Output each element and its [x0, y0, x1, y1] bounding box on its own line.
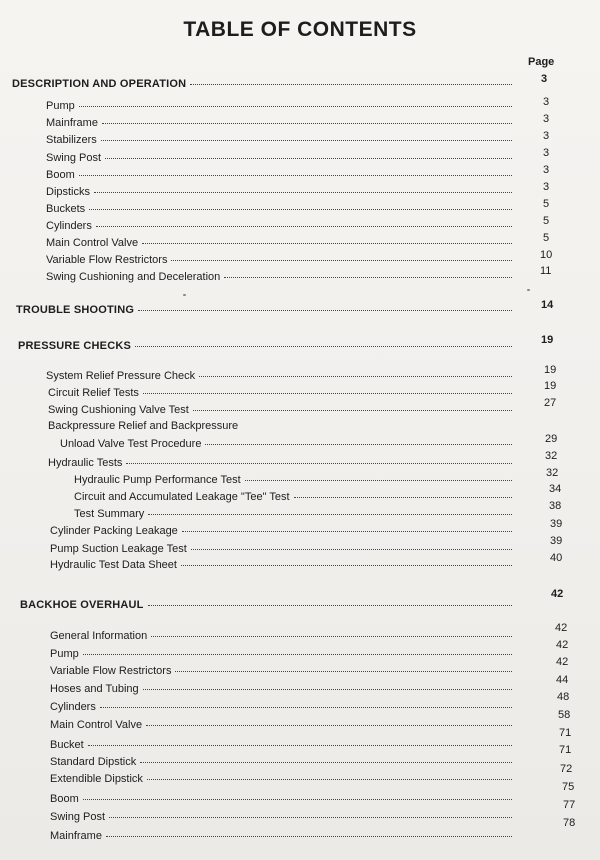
toc-entry-title: Boom [46, 169, 75, 181]
dot-leader [148, 504, 512, 515]
toc-entry-title: Main Control Valve [46, 237, 139, 249]
toc-entry-title: Circuit and Accumulated Leakage "Tee" Test [74, 491, 290, 503]
toc-page-number: 42 [555, 622, 568, 634]
toc-entry-title: Variable Flow Restrictors [50, 665, 172, 677]
toc-page-number: 3 [543, 113, 550, 125]
paper-speck [527, 289, 530, 291]
toc-entry-title: Swing Post [46, 152, 102, 164]
dot-leader [146, 715, 512, 726]
dot-leader [126, 453, 512, 464]
toc-entry-title: Standard Dipstick [50, 756, 137, 768]
toc-entry [50, 541, 512, 556]
toc-entry-title: DESCRIPTION AND OPERATION [12, 78, 187, 90]
toc-entry-title: Variable Flow Restrictors [46, 254, 168, 266]
toc-page-number: 11 [540, 265, 552, 277]
toc-entry-title: Main Control Valve [50, 719, 143, 731]
toc-section-heading [16, 302, 512, 317]
toc-page-number: 39 [550, 535, 563, 547]
toc-entry [46, 115, 512, 130]
toc-page-number: 34 [549, 483, 562, 495]
toc-page-number: 14 [541, 299, 554, 311]
toc-page-number: 3 [543, 147, 550, 159]
toc-page-number: 58 [558, 709, 571, 721]
toc-page-number: 72 [560, 763, 573, 775]
toc-section-heading [20, 597, 512, 612]
dot-leader [199, 366, 512, 377]
toc-entry-title: BACKHOE OVERHAUL [20, 599, 144, 611]
toc-entry-title: Cylinders [50, 701, 96, 713]
page-column-header: Page [528, 56, 555, 68]
toc-entry [46, 368, 512, 383]
toc-entry [50, 523, 512, 538]
dot-leader [100, 697, 512, 708]
page-title: TABLE OF CONTENTS [183, 18, 417, 41]
dot-leader [94, 182, 512, 193]
toc-entry [50, 646, 512, 661]
toc-entry [46, 184, 512, 199]
dot-leader [245, 470, 512, 481]
toc-entry [46, 252, 512, 267]
dot-leader [83, 789, 512, 800]
toc-entry [50, 557, 512, 572]
toc-entry [50, 681, 512, 696]
toc-entry-title: Mainframe [46, 117, 98, 129]
toc-entry-title: Backpressure Relief and Backpressure [48, 420, 239, 432]
toc-entry [50, 628, 512, 643]
toc-entry-title: Circuit Relief Tests [48, 387, 139, 399]
toc-page-number: 71 [559, 727, 572, 739]
toc-entry [50, 771, 512, 786]
toc-entry-title: Dipsticks [46, 186, 91, 198]
toc-entry-title: Swing Cushioning and Deceleration [46, 271, 221, 283]
dot-leader [143, 679, 512, 690]
toc-page-number: 32 [546, 467, 559, 479]
dot-leader [175, 661, 512, 672]
toc-entry [46, 98, 512, 113]
dot-leader [138, 300, 512, 311]
dot-leader [193, 400, 512, 411]
toc-page-number: 29 [545, 433, 558, 445]
toc-page-number: 48 [557, 691, 570, 703]
toc-page-number: 44 [556, 674, 569, 686]
toc-entry-title: Cylinders [46, 220, 92, 232]
toc-entry-title: System Relief Pressure Check [46, 370, 196, 382]
toc-entry [74, 489, 512, 504]
toc-entry-title: Unload Valve Test Procedure [60, 438, 202, 450]
toc-entry-title: Stabilizers [46, 134, 97, 146]
dot-leader [96, 216, 512, 227]
toc-entry [74, 472, 512, 487]
dot-leader [102, 113, 512, 124]
toc-entry-title: Bucket [50, 739, 84, 751]
toc-page-number: 5 [543, 232, 550, 244]
toc-entry-title: Hydraulic Test Data Sheet [50, 559, 177, 571]
toc-page-number: 38 [549, 500, 562, 512]
toc-entry-title: Pump [46, 100, 75, 112]
toc-entry-title: Test Summary [74, 508, 145, 520]
toc-page-number: 39 [550, 518, 563, 530]
toc-entry [50, 699, 512, 714]
dot-leader [224, 267, 512, 278]
dot-leader [294, 487, 512, 498]
toc-page-number: 40 [550, 552, 563, 564]
dot-leader [83, 644, 512, 655]
paper-speck [183, 294, 186, 296]
toc-entry-title: Pump Suction Leakage Test [50, 543, 187, 555]
dot-leader [142, 233, 512, 244]
toc-page-number: 78 [563, 817, 576, 829]
toc-entry-title: General Information [50, 630, 148, 642]
toc-page-number: 77 [563, 799, 576, 811]
toc-entry-title: Boom [50, 793, 79, 805]
toc-entry [46, 235, 512, 250]
toc-page-number: 42 [551, 588, 564, 600]
toc-entry-title: TROUBLE SHOOTING [16, 304, 135, 316]
toc-entry [50, 737, 512, 752]
toc-page-number: 71 [559, 744, 572, 756]
toc-entry-title: Hoses and Tubing [50, 683, 139, 695]
toc-page-number: 5 [543, 198, 550, 210]
dot-leader [79, 96, 512, 107]
dot-leader [135, 336, 512, 347]
dot-leader [190, 74, 512, 85]
dot-leader [105, 148, 512, 159]
dot-leader [101, 130, 512, 141]
toc-entry [74, 506, 512, 521]
toc-entry [46, 167, 512, 182]
dot-leader [182, 521, 512, 532]
toc-page-number: 19 [544, 364, 557, 376]
toc-entry [46, 201, 512, 216]
toc-page-number: 42 [556, 656, 569, 668]
toc-page-number: 3 [543, 181, 550, 193]
toc-page-number: 5 [543, 215, 550, 227]
dot-leader [106, 826, 512, 837]
toc-page-number: 3 [541, 73, 548, 85]
dot-leader [140, 752, 512, 763]
dot-leader [191, 539, 512, 550]
toc-entry [50, 828, 512, 843]
dot-leader [205, 434, 512, 445]
toc-entry [50, 717, 512, 732]
toc-entry [50, 754, 512, 769]
toc-entry [60, 436, 512, 451]
dot-leader [147, 769, 512, 780]
toc-entry-title: Hydraulic Tests [48, 457, 123, 469]
toc-entry [50, 809, 512, 824]
dot-leader [79, 165, 512, 176]
toc-entry-title: Buckets [46, 203, 86, 215]
toc-entry-title: Swing Cushioning Valve Test [48, 404, 189, 416]
toc-entry [48, 402, 512, 417]
toc-entry-title: Hydraulic Pump Performance Test [74, 474, 241, 486]
dot-leader [88, 735, 512, 746]
toc-entry [46, 150, 512, 165]
dot-leader [181, 555, 512, 566]
toc-entry [46, 218, 512, 233]
dot-leader [143, 383, 512, 394]
toc-page-number: 32 [545, 450, 558, 462]
toc-page-number: 3 [543, 164, 550, 176]
toc-page-number: 27 [544, 397, 557, 409]
toc-page-number: 3 [543, 130, 550, 142]
toc-entry [48, 455, 512, 470]
toc-section-heading [18, 338, 512, 353]
toc-entry-title: Swing Post [50, 811, 106, 823]
toc-entry-title: PRESSURE CHECKS [18, 340, 132, 352]
toc-entry [46, 132, 512, 147]
toc-entry-title: Extendible Dipstick [50, 773, 143, 785]
dot-leader [148, 595, 512, 606]
dot-leader [171, 250, 512, 261]
toc-entry [48, 385, 512, 400]
toc-entry-title: Cylinder Packing Leakage [50, 525, 178, 537]
toc-page-number: 75 [562, 781, 575, 793]
toc-page-number: 42 [556, 639, 569, 651]
toc-entry [50, 791, 512, 806]
dot-leader [109, 807, 512, 818]
toc-page-number: 3 [543, 96, 550, 108]
toc-page-number: 19 [541, 334, 554, 346]
toc-entry [46, 269, 512, 284]
toc-entry [48, 419, 512, 434]
toc-entry [50, 663, 512, 678]
dot-leader [151, 626, 512, 637]
dot-leader [89, 199, 512, 210]
toc-entry-title: Mainframe [50, 830, 102, 842]
toc-section-heading [12, 76, 512, 91]
toc-page-number: 10 [540, 249, 553, 261]
toc-page-number: 19 [544, 380, 557, 392]
toc-entry-title: Pump [50, 648, 79, 660]
